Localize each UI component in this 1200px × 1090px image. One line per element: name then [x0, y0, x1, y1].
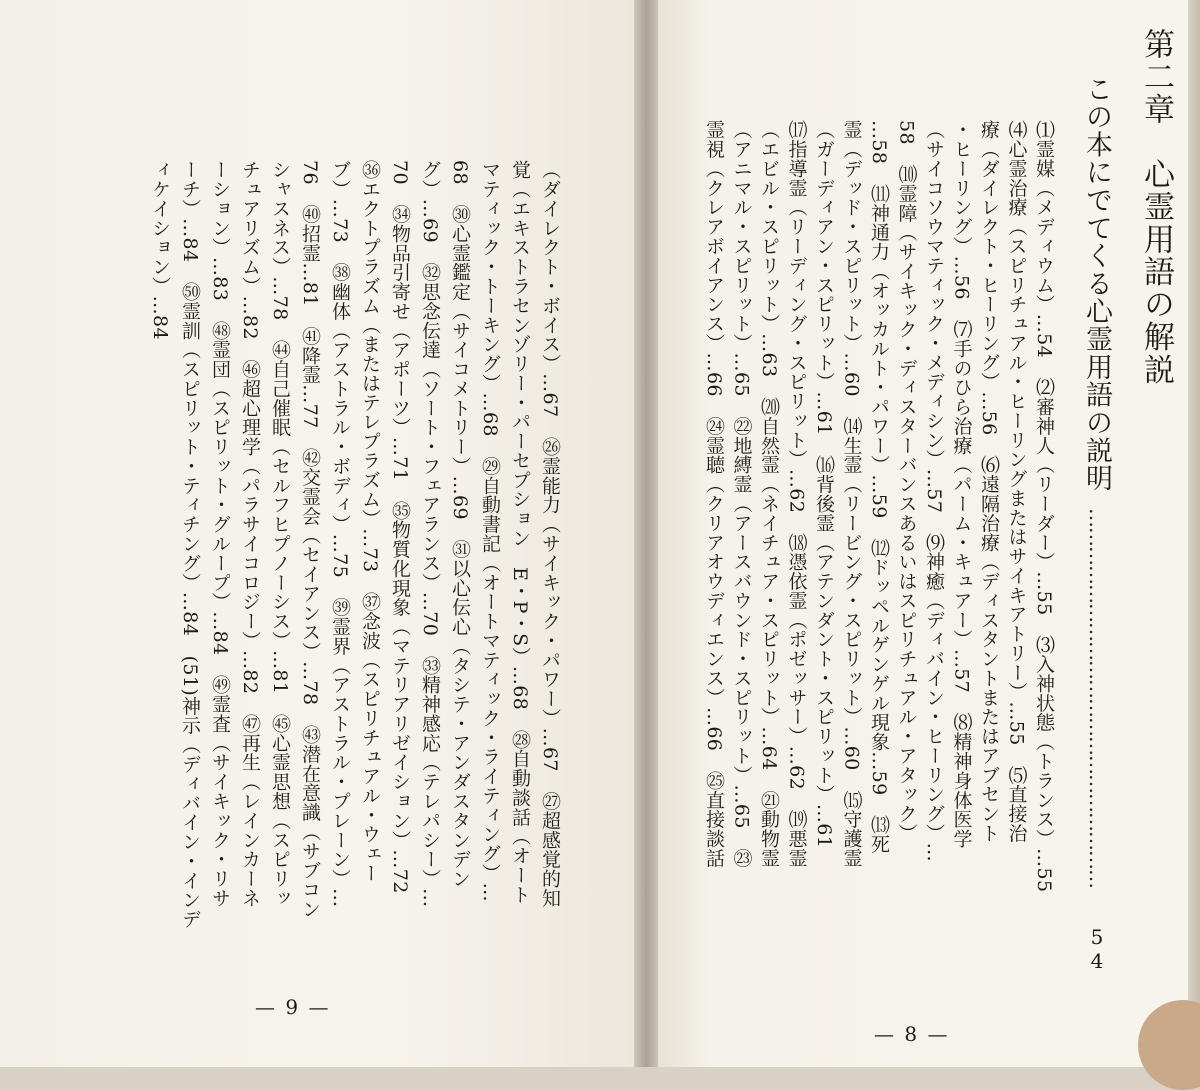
book-gutter: [634, 0, 658, 1067]
right-column-1: ⑴霊媒（メディウム）…54 ⑵審神人（リーダー）…55 ⑶入神状態（トランス）…55: [1033, 120, 1055, 893]
right-column-10: ⒄指導霊（リーディング・スピリット）…62 ⒅憑依霊（ポゼッサー）…62 ⒆悪霊: [785, 120, 808, 868]
left-column-1: （ダイレクト・ボイス）…67 ㉖霊能力（サイキック・パワー）…67 ㉗超感覚的知: [539, 160, 561, 908]
left-column-8: ブ）…73 ㊳幽体（アストラル・ボディ）…75 ㊴霊界（アストラル・プレーン）…: [329, 160, 351, 908]
left-column-11: チュアリズム）…82 ㊻超心理学（パラサイコロジー）…82 ㊼再生（レインカーネ: [239, 160, 261, 908]
right-column-13: 霊視（クレアボイアンス）…66 ㉔霊聴（クリアオウディエンス）…66 ㉕直接談話: [703, 120, 725, 868]
left-column-12: ーション）…83 ㊽霊団（スピリット・グループ）…84 ㊾霊査（サイキック・リサ: [209, 160, 231, 908]
subtitle-page-number: 54: [1085, 925, 1109, 973]
left-column-13: ーチ）…84 ㊿霊訓（スピリット・ティチング）…84 (51)神示（ディバイン・インデ: [179, 160, 201, 929]
right-column-5: （サイコソウマティック・メディシン）…57 ⑼神癒（ディバイン・ヒーリング）…: [923, 120, 945, 862]
left-column-2: 覚（エキストラセンゾリー・パーセプション E・P・S）…68 ㉘自動談話（オート: [509, 160, 531, 905]
right-column-7: …58 ⑾神通力（オッカルト・パワー）…59 ⑿ドッペルゲンゲル現象…59 ⒀死: [868, 120, 890, 854]
page-edge: [1188, 0, 1200, 1067]
subtitle-leader-dots: ……………………………………………………: [1085, 508, 1109, 888]
section-subtitle: この本にでてくる心霊用語の説明: [1081, 75, 1112, 493]
right-column-9: （ガーディアン・スピリット）…61 ⒃背後霊（アテンダント・スピリット）…61: [813, 120, 835, 849]
left-column-6: 70 ㉞物品引寄せ（アポーツ）…71 ㉟物質化現象（マテリアリゼイション）…72: [389, 160, 411, 894]
page-number-left: — 9 —: [255, 995, 331, 1019]
left-column-7: ㊱エクトプラズム（またはテレプラズム）…73 ㊲念波（スピリチュアル・ウェー: [359, 160, 381, 883]
chapter-heading: 第二章 心霊用語の解説: [1138, 28, 1174, 387]
left-column-14: ィケイション）…84: [149, 160, 171, 340]
right-column-2: ⑷心霊治療（スピリチュアル・ヒーリングまたはサイキアトリー）…55 ⑸直接治: [1005, 120, 1028, 843]
right-column-11: （エビル・スピリット）…63 ⒇自然霊（ネイチュア・スピリット）…64 ㉑動物霊: [758, 120, 780, 868]
right-column-6: 58 ⑽霊障（サイキック・ディスターバンスあるいはスピリチュアル・アタック）: [895, 120, 918, 843]
right-column-12: （アニマル・スピリット）…65 ㉒地縛霊（アースバウンド・スピリット）…65 ㉓: [730, 120, 753, 868]
left-column-10: シャスネス）…78 ㊹自己催眠（セルフヒプノーシス）…81 ㊺心霊思想（スピリッ: [269, 160, 291, 908]
left-column-5: グ）…69 ㉜思念伝達（ソート・フェアランス）…70 ㉝精神感応（テレパシー）…: [419, 160, 441, 908]
left-column-4: 68 ㉚心霊鑑定（サイコメトリー）…69 ㉛以心伝心（タシテ・アンダスタンデン: [449, 160, 471, 889]
right-column-3: 療（ダイレクト・ヒーリング）…56 ⑹遠隔治療（ディスタントまたはアブセント: [978, 120, 1000, 843]
right-column-4: ・ヒーリング）…56 ⑺手のひら治療（パーム・キュアー）…57 ⑻精神身体医学: [950, 120, 973, 849]
right-column-8: 霊（デッド・スピリット）…60 ⒁生霊（リービング・スピリット）…60 ⒂守護霊: [840, 120, 863, 868]
left-column-9: 76 ㊵招霊…81 ㊶降霊…77 ㊷交霊会（セイアンス）…78 ㊸潜在意識（サブコン: [299, 160, 321, 919]
left-column-3: マティック・トーキング）…68 ㉙自動書記（オートマティック・ライティング）…: [479, 160, 501, 902]
page-number-right: — 8 —: [874, 1022, 950, 1046]
